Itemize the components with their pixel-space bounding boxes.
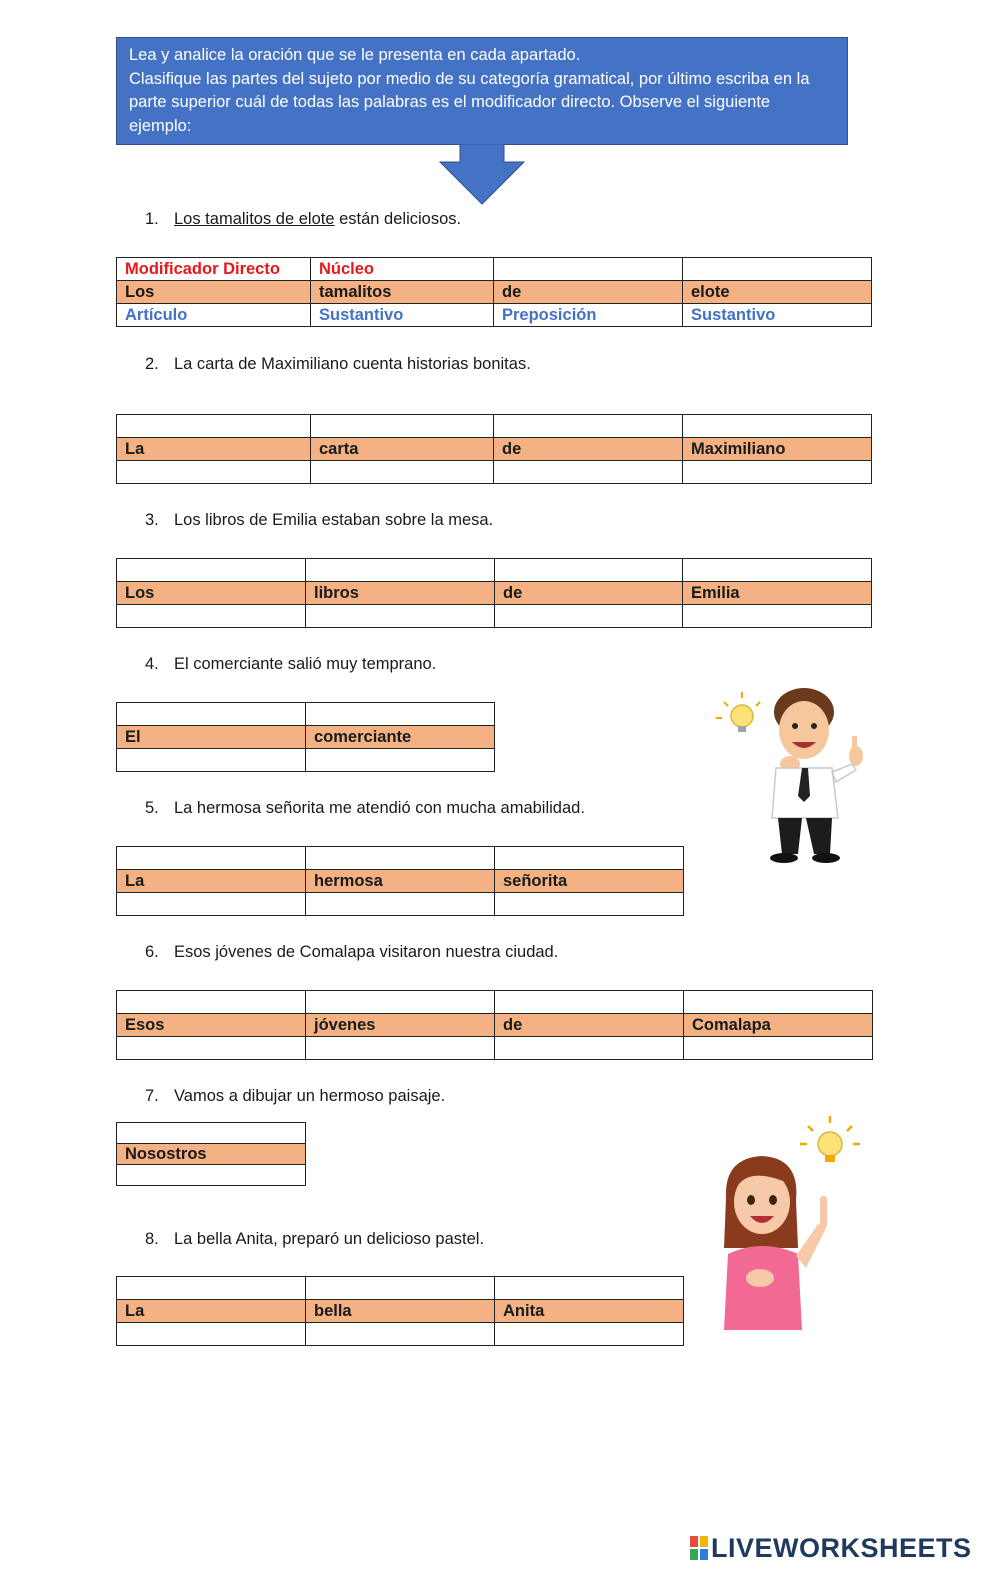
- question-4: [145, 655, 436, 674]
- category-input-cell[interactable]: [495, 893, 684, 916]
- category-input-cell[interactable]: [306, 1037, 495, 1060]
- table-3: [116, 558, 872, 628]
- category-input-cell[interactable]: [306, 749, 495, 772]
- question-number: 8.: [145, 1230, 159, 1248]
- question-text: La bella Anita, preparó un delicioso pastel.: [174, 1230, 485, 1248]
- word-cell: Los: [117, 281, 311, 304]
- modifier-input-cell[interactable]: [306, 1277, 495, 1300]
- question-7: [145, 1087, 445, 1106]
- word-cell: jóvenes: [306, 1014, 495, 1037]
- table-1: [116, 257, 872, 327]
- word-cell: carta: [311, 438, 494, 461]
- table-2: [116, 414, 872, 484]
- lightbulb-icon: [800, 1116, 860, 1162]
- question-8: [145, 1230, 484, 1249]
- word-cell: de: [495, 582, 683, 605]
- modifier-input-cell[interactable]: [117, 415, 311, 438]
- question-1: [145, 210, 461, 229]
- logo-text: LIVEWORKSHEETS: [711, 1532, 972, 1563]
- category-input-cell[interactable]: [117, 461, 311, 484]
- logo-blocks-icon: [690, 1536, 708, 1560]
- table-7: [116, 1122, 306, 1186]
- instructions-line-1: Lea y analice la oración que se le presenta en cada apartado.: [129, 46, 581, 64]
- category-input-cell[interactable]: [494, 461, 683, 484]
- word-cell: elote: [683, 281, 872, 304]
- question-1-subject: Los tamalitos de elote: [174, 210, 335, 228]
- liveworksheets-logo[interactable]: [690, 1530, 972, 1566]
- category-input-cell[interactable]: [117, 605, 306, 628]
- category-cell: Artículo: [117, 304, 311, 327]
- question-3: [145, 511, 493, 530]
- modifier-input-cell[interactable]: [495, 847, 684, 870]
- category-input-cell[interactable]: [117, 1165, 306, 1186]
- category-input-cell[interactable]: [684, 1037, 873, 1060]
- question-number: 2.: [145, 355, 159, 373]
- category-cell: Preposición: [494, 304, 683, 327]
- modifier-input-cell[interactable]: [306, 991, 495, 1014]
- modifier-input-cell[interactable]: [117, 1123, 306, 1144]
- lightbulb-icon: [716, 692, 760, 732]
- modifier-input-cell[interactable]: [117, 847, 306, 870]
- question-number: 4.: [145, 655, 159, 673]
- question-1-predicate: están deliciosos.: [334, 210, 462, 228]
- word-cell: La: [117, 438, 311, 461]
- question-text: Vamos a dibujar un hermoso paisaje.: [174, 1087, 446, 1105]
- question-text: La carta de Maximiliano cuenta historias bonitas.: [174, 355, 531, 373]
- category-input-cell[interactable]: [683, 605, 872, 628]
- modifier-input-cell[interactable]: [495, 559, 683, 582]
- question-6: [145, 943, 558, 962]
- modifier-input-cell[interactable]: [306, 703, 495, 726]
- modifier-input-cell[interactable]: [494, 415, 683, 438]
- word-cell: El: [117, 726, 306, 749]
- category-input-cell[interactable]: [495, 1323, 684, 1346]
- category-input-cell[interactable]: [306, 1323, 495, 1346]
- cell: Núcleo: [311, 258, 494, 281]
- category-input-cell[interactable]: [117, 893, 306, 916]
- word-cell: Anita: [495, 1300, 684, 1323]
- thinking-man-illustration: [706, 678, 876, 868]
- question-2: [145, 355, 531, 374]
- modifier-input-cell[interactable]: [306, 559, 495, 582]
- modifier-input-cell[interactable]: [495, 991, 684, 1014]
- modifier-input-cell[interactable]: [495, 1277, 684, 1300]
- cell: [683, 258, 872, 281]
- table-5: [116, 846, 684, 916]
- word-cell: tamalitos: [311, 281, 494, 304]
- question-text: Los libros de Emilia estaban sobre la mesa.: [174, 511, 494, 529]
- category-input-cell[interactable]: [683, 461, 872, 484]
- question-number: 6.: [145, 943, 159, 961]
- word-cell: La: [117, 1300, 306, 1323]
- down-arrow-icon: [438, 144, 526, 206]
- category-input-cell[interactable]: [117, 749, 306, 772]
- modifier-input-cell[interactable]: [683, 415, 872, 438]
- table-6: [116, 990, 873, 1060]
- word-cell: señorita: [495, 870, 684, 893]
- word-cell: Nosostros: [117, 1144, 306, 1165]
- category-input-cell[interactable]: [495, 1037, 684, 1060]
- word-cell: Maximiliano: [683, 438, 872, 461]
- word-cell: bella: [306, 1300, 495, 1323]
- category-input-cell[interactable]: [117, 1037, 306, 1060]
- word-cell: de: [495, 1014, 684, 1037]
- modifier-input-cell[interactable]: [117, 703, 306, 726]
- modifier-input-cell[interactable]: [683, 559, 872, 582]
- modifier-input-cell[interactable]: [117, 1277, 306, 1300]
- word-cell: hermosa: [306, 870, 495, 893]
- category-cell: Sustantivo: [311, 304, 494, 327]
- girl-idea-illustration: [706, 1108, 874, 1340]
- category-input-cell[interactable]: [495, 605, 683, 628]
- question-number: 3.: [145, 511, 159, 529]
- cell: Modificador Directo: [117, 258, 311, 281]
- question-number: 5.: [145, 799, 159, 817]
- word-cell: Esos: [117, 1014, 306, 1037]
- category-input-cell[interactable]: [306, 893, 495, 916]
- modifier-input-cell[interactable]: [117, 991, 306, 1014]
- modifier-input-cell[interactable]: [306, 847, 495, 870]
- modifier-input-cell[interactable]: [117, 559, 306, 582]
- instructions-callout: [116, 37, 848, 145]
- instructions-line-2: Clasifique las partes del sujeto por medio de su categoría gramatical, por último escriba en la parte superior cuál de todas las palabras es el modificador directo. Observe el siguiente ejemplo:: [129, 69, 810, 135]
- word-cell: de: [494, 438, 683, 461]
- word-cell: Emilia: [683, 582, 872, 605]
- question-text: La hermosa señorita me atendió con mucha amabilidad.: [174, 799, 585, 817]
- word-cell: de: [494, 281, 683, 304]
- table-8: [116, 1276, 684, 1346]
- question-text: El comerciante salió muy temprano.: [174, 655, 437, 673]
- category-cell: Sustantivo: [683, 304, 872, 327]
- word-cell: La: [117, 870, 306, 893]
- modifier-input-cell[interactable]: [311, 415, 494, 438]
- word-cell: comerciante: [306, 726, 495, 749]
- word-cell: libros: [306, 582, 495, 605]
- question-number: 1.: [145, 210, 159, 228]
- question-5: [145, 799, 585, 818]
- question-text: Esos jóvenes de Comalapa visitaron nuestra ciudad.: [174, 943, 559, 961]
- word-cell: Los: [117, 582, 306, 605]
- cell: [494, 258, 683, 281]
- modifier-input-cell[interactable]: [684, 991, 873, 1014]
- category-input-cell[interactable]: [306, 605, 495, 628]
- table-4: [116, 702, 495, 772]
- question-number: 7.: [145, 1087, 159, 1105]
- category-input-cell[interactable]: [311, 461, 494, 484]
- word-cell: Comalapa: [684, 1014, 873, 1037]
- category-input-cell[interactable]: [117, 1323, 306, 1346]
